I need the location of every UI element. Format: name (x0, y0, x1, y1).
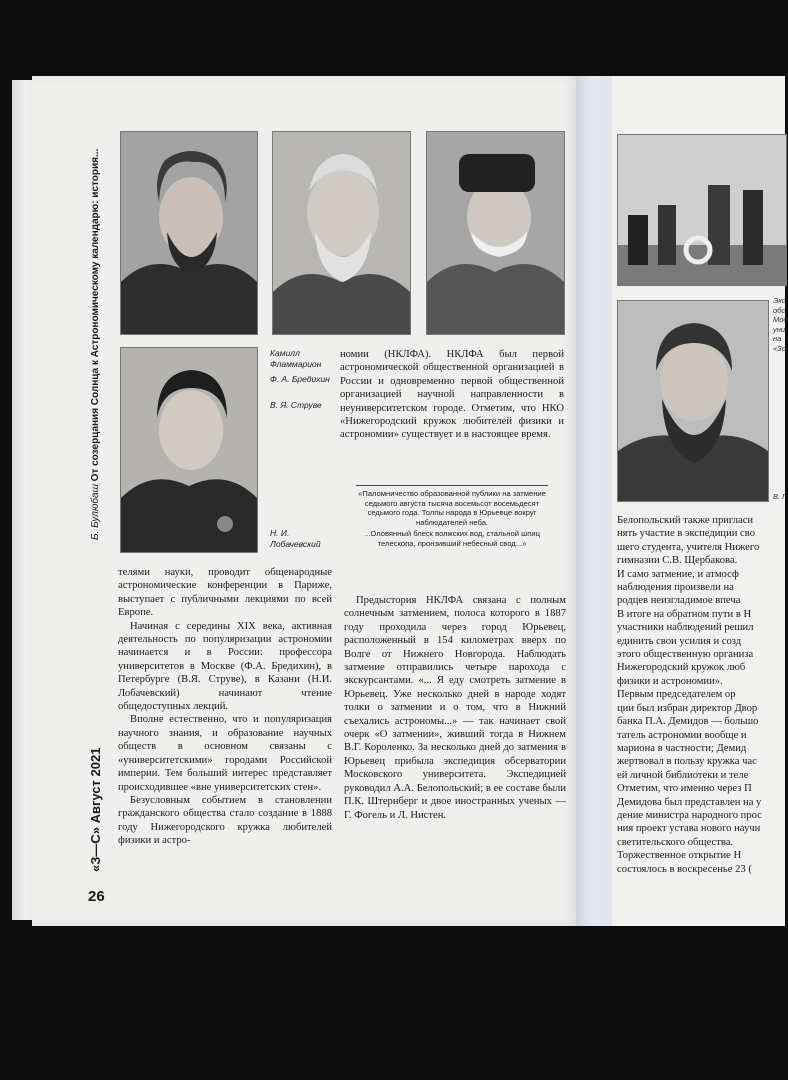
book-gutter (576, 76, 616, 926)
magazine-line: «З—С» Август 2021 (88, 747, 103, 872)
running-head-title: От созерцания Солнца к Астрономическому календарю: история... (90, 148, 101, 482)
text-line: ния проект устава нового научн (617, 823, 761, 835)
right-caption-bottom: В. Г. (773, 492, 788, 501)
text-column-1 (118, 566, 332, 848)
text-line: гимназии С.В. Щербакова. (617, 555, 738, 567)
text-line: В итоге на обратном пути в Н (617, 608, 752, 620)
page-stack-edge (12, 80, 34, 920)
pull-quote (348, 482, 556, 549)
text-line: участники наблюдений решил (617, 622, 754, 634)
text-line: ей личной библиотеки и теле (617, 769, 749, 781)
page-number: 26 (88, 888, 105, 905)
text-line: наблюдения произвели на (617, 582, 734, 594)
text-line: Торжественное открытие Н (617, 850, 742, 862)
text-line: мариона в частности; Демид (617, 742, 747, 754)
text-line: ции был избран директор Двор (617, 702, 758, 714)
text-line: шего студента, учителя Нижего (617, 541, 760, 553)
paragraph: телями науки, проводит общенародные астрономические конференции в Париже, выступает с публичными лекциями по всей Европе. (118, 567, 332, 619)
photo-flammarion (120, 131, 258, 335)
text-line: жертвовал в пользу кружка час (617, 756, 757, 768)
caption-bredikhin: Ф. А. Бредихин (270, 374, 330, 384)
quote-part-1: «Паломничество образованной публики на затмение седьмого августа тысяча восемьсот восемьдесят седьмого года. Толпы народа в Юрьевце вокруг наблюдателей неба. (358, 489, 546, 527)
paragraph: номии (НКЛФА). НКЛФА был первой астрономической общественной организацией в России и одновременно первой общественной организацией научной направленности в неуниверситетском городе. Отметим, что НКО «Нижегородский кружок любителей физики и астрономии» существует и в настоящее время. (340, 349, 564, 441)
caption-fragment: Экс (773, 296, 786, 305)
text-line: единить свои усилия и созд (617, 635, 742, 647)
text-line: Белопольский также пригласи (617, 515, 754, 526)
running-head (90, 149, 101, 540)
text-line: дение министра народного прос (617, 809, 762, 821)
paragraph: Предыстория НКЛФА связана с полным солнечным затмением, полоса которого в 1887 году проходила через город Юрьевец, расположенный в 154 километрах вверх по Волге от Нижнего Новгорода. Наблюдать затмение отправились четыре парохода с экскурсантами. «... Я еду смотреть затмение в Юрьевец. Уже несколько дней в народе ходят толки о затмении и о том, что в Нижний съехались астрономы...» — так начинает свой очерк «О затмении», живший тогда в Нижнем В.Г. Короленко. За несколько дней до затмения в Юрьевец прибыла экспедиция обсерватории Московского университета. Экспедицией руководил А.А. Белопольский; в ее составе были П.К. Штернберг и двое иностранных ученых — Г. Фогель и Л. Нистен. (344, 595, 566, 821)
caption-fragment: «Зо (773, 343, 786, 353)
caption-lobachevsky: Н. И. Лобачевский (270, 528, 321, 549)
text-line: состоялось в воскресенье 23 ( (617, 863, 752, 875)
text-line: родцев неизгладимое впеча (617, 595, 741, 607)
caption-fragment: на (773, 334, 782, 343)
text-line: нять участие в экспедиции сво (617, 528, 755, 540)
paragraph: Начиная с середины XIX века, активная деятельность по популяризации астрономии начинается и в России: профессора университетов в Москве (Ф.А. Бредихин), в Петербурге (В.Я. Струве), в Казани (Н.И. Лобачевский) начинают чтение общедоступных лекций. (118, 620, 332, 713)
photo-korolenko (617, 300, 769, 502)
photo-bredikhin (272, 131, 411, 335)
text-line: Демидова был представлен на у (617, 796, 762, 808)
text-line: светительского общества. (617, 836, 734, 848)
paragraph: Безусловным событием в становлении гражданского общества стало создание в 1888 году Нижегородского кружка любителей физики и астро- (118, 794, 332, 847)
text-column-2 (344, 594, 566, 822)
caption-fragment: уни (773, 324, 786, 334)
caption-fragment: обс (773, 305, 786, 315)
caption-flammarion: Камилл Фламмарион (270, 348, 322, 369)
caption-struve: В. Я. Струве (270, 400, 322, 410)
photo-struve (426, 131, 565, 335)
text-line: татель астрономии вообще и (617, 729, 747, 741)
text-line: Отметим, что именно через П (617, 783, 752, 795)
right-caption-fragments (773, 296, 787, 353)
photo-lobachevsky (120, 347, 258, 553)
text-line: физики и астрономии». (617, 675, 723, 687)
paragraph: Вполне естественно, что и популяризация научного знания, и образование научных обществ в основном связаны с «университетскими» городами Российской империи. Тем больший интерес представляет происходившее «вне университетских стен». (118, 714, 332, 793)
photo-ship-expedition (617, 134, 787, 286)
caption-fragment: Мос (773, 315, 788, 324)
text-column-2-top (340, 348, 564, 442)
quote-part-2: ...Оловянный блеск волжских вод, стальной шпиц телескопа, пронзивший небесный свод...» (364, 529, 540, 548)
text-line: Первым председателем ор (617, 689, 736, 701)
right-page-text (617, 514, 785, 876)
text-line: банка П.А. Демидов — большо (617, 716, 759, 728)
running-head-author: Б. Булюбаш (90, 484, 101, 540)
text-line: И само затмение, и атмосф (617, 568, 739, 580)
text-line: Нижегородский кружок люб (617, 662, 746, 674)
text-line: этого общественную организа (617, 649, 754, 661)
quote-rule (356, 485, 548, 486)
